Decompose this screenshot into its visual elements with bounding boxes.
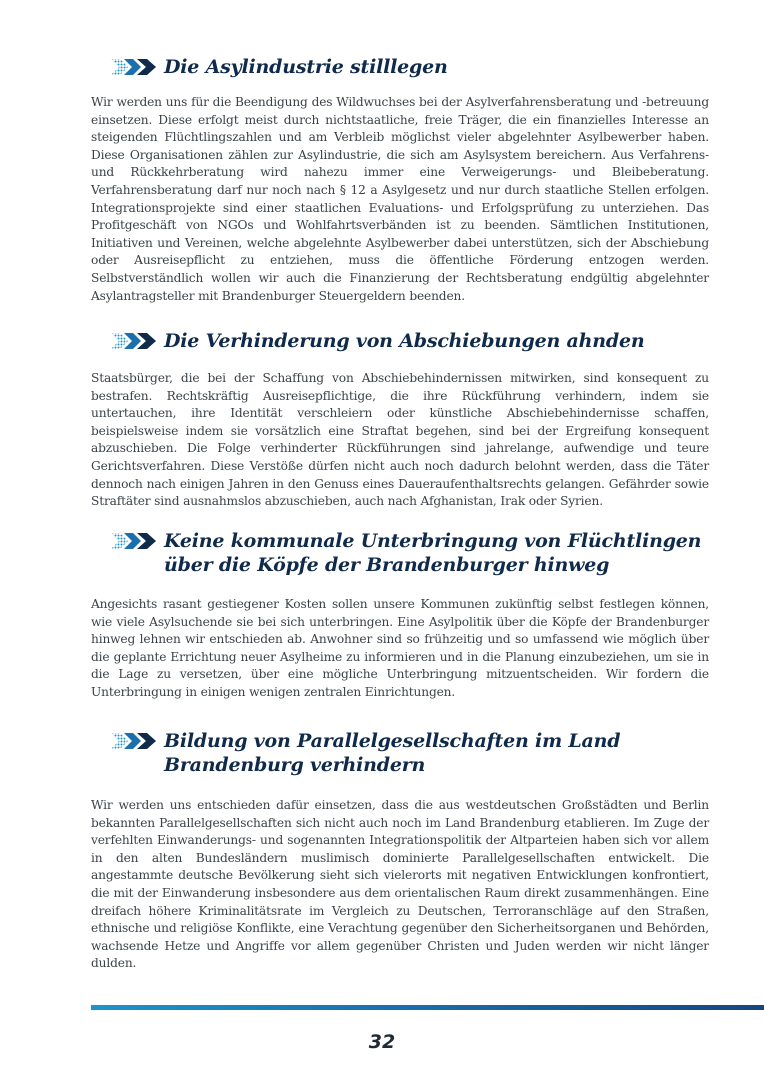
- section-asylindustrie: [91, 55, 709, 305]
- section-title: Bildung von Parallelgesellschaften im Land Brandenburg verhindern: [164, 730, 621, 776]
- double-chevron-arrow-icon: [111, 731, 157, 751]
- section-heading: [91, 329, 709, 353]
- section-heading: [91, 55, 709, 79]
- section-abschiebungen: [91, 329, 709, 511]
- section-title: Keine kommunale Unterbringung von Flüchtlingen über die Köpfe der Brandenburger hinweg: [164, 530, 702, 576]
- section-body: Wir werden uns für die Beendigung des Wildwuchses bei der Asylverfahrensberatung und -betreuung einsetzen. Diese erfolgt meist durch nichtstaatliche, freie Träger, die ein finanzielles Interesse an steigenden Flüchtlingszahlen und am Verbleib möglichst vieler abgelehnter Asylbewerber haben. Diese Organisationen zählen zur Asylindustrie, die sich am Asylsystem bereichern. Aus Verfahrens- und Rückkehrberatung wird nahezu immer eine Verweigerungs- und Bleibeberatung. Verfahrensberatung darf nur noch nach § 12 a Asylgesetz und nur durch staatliche Stellen erfolgen. Integrationsprojekte sind einer staatlichen Evaluations- und Erfolgsprüfung zu unterziehen. Das Profitgeschäft von NGOs und Wohlfahrtsverbänden ist zu beenden. Sämtlichen Institutionen, Initiativen und Vereinen, welche abgelehnte Asylbewerber dabei unterstützen, sich der Abschiebung oder Ausreisepflicht zu entziehen, muss die öffentliche Förderung entzogen werden. Selbstverständlich wollen wir auch die Finanzierung der Rechtsberatung endgültig abgelehnter Asylantragsteller mit Brandenburger Steuergeldern beenden.: [91, 95, 709, 303]
- page-number: 32: [368, 1031, 396, 1053]
- double-chevron-arrow-icon: [111, 331, 157, 351]
- double-chevron-arrow-icon: [111, 531, 157, 551]
- section-heading: [91, 529, 709, 577]
- double-chevron-arrow-icon: [111, 57, 157, 77]
- section-title: Die Verhinderung von Abschiebungen ahnden: [164, 330, 645, 352]
- section-heading: [91, 729, 709, 777]
- section-body: Angesichts rasant gestiegener Kosten sollen unsere Kommunen zukünftig selbst festlegen können, wie viele Asylsuchende sie bei sich unterbringen. Eine Asylpolitik über die Köpfe der Brandenburger hinweg lehnen wir entschieden ab. Anwohner sind so frühzeitig und so umfassend wie möglich über die geplante Errichtung neuer Asylheime zu informieren und in die Planung einzubeziehen, um sie in die Lage zu versetzen, über eine mögliche Unterbringung mitzuentscheiden. Wir fordern die Unterbringung in einigen wenigen zentralen Einrichtungen.: [91, 597, 709, 699]
- section-body: Staatsbürger, die bei der Schaffung von Abschiebehindernissen mitwirken, sind konsequent zu bestrafen. Rechtskräftig Ausreisepflichtige, die ihre Rückführung verhindern, indem sie untertauchen, ihre Identität verschleiern oder künstliche Abschiebehindernisse schaffen, beispielsweise indem sie vorsätzlich eine Straftat begehen, sind bei der Ergreifung konsequent abzuschieben. Die Folge verhinderter Rückführungen sind jahrelange, aufwendige und teure Gerichtsverfahren. Diese Verstöße dürfen nicht auch noch dadurch belohnt werden, dass die Täter dennoch nach einigen Jahren in den Genuss eines Daueraufenthaltsrechts gelangen. Gefährder sowie Straftäter sind ausnahmslos abzuschieben, auch nach Afghanistan, Irak oder Syrien.: [91, 371, 709, 509]
- section-unterbringung: [91, 529, 709, 702]
- section-parallelgesellschaften: [91, 729, 709, 973]
- section-title: Die Asylindustrie stilllegen: [164, 56, 448, 78]
- footer-rule: [91, 1005, 764, 1010]
- section-body: Wir werden uns entschieden dafür einsetzen, dass die aus westdeutschen Großstädten und Berlin bekannten Parallelgesellschaften sich nicht auch noch im Land Brandenburg etablieren. Im Zuge der verfehlten Einwanderungs- und sogenannten Integrationspolitik der Altparteien haben sich vor allem in den alten Bundesländern muslimisch dominierte Parallelgesellschaften entwickelt. Die angestammte deutsche Bevölkerung sieht sich vielerorts mit negativen Entwicklungen konfrontiert, die mit der Einwanderung insbesondere aus dem orientalischen Raum direkt zusammenhängen. Eine dreifach höhere Kriminalitätsrate im Vergleich zu Deutschen, Terroranschläge auf den Straßen, ethnische und religiöse Konflikte, eine Verachtung gegenüber den Sicherheitsorganen und Behörden, wachsende Hetze und Angriffe vor allem gegenüber Christen und Juden werden wir nicht länger dulden.: [91, 798, 709, 971]
